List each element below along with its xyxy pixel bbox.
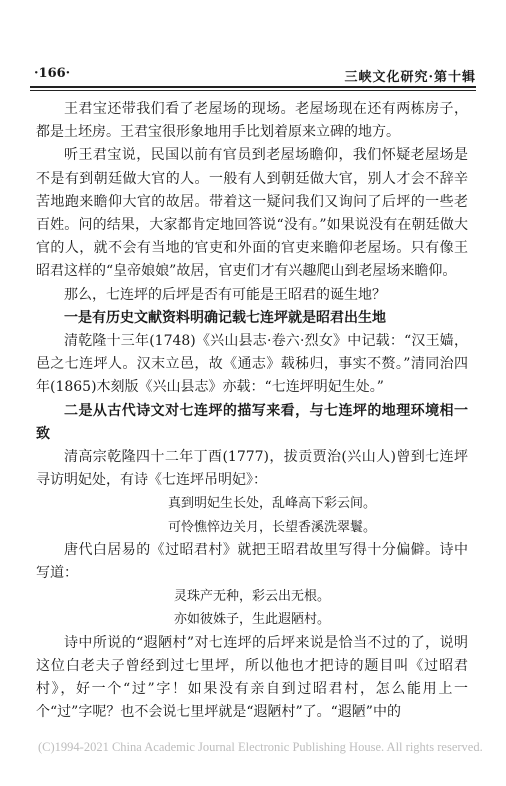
paragraph: 唐代白居易的《过昭君村》就把王昭君故里写得十分偏僻。诗中写道：: [36, 541, 468, 582]
journal-title: 三峡文化研究·第十辑: [344, 70, 476, 85]
paragraph: 清乾隆十三年(1748)《兴山县志·卷六·烈女》中记载：“汉王嫱，邑之七连坪人。汉末立邑，故《通志》载秭归，事实不赘。”清同治四年(1865)木刻版《兴山县志》亦载：“七连坪明妃生处。”: [36, 333, 468, 396]
paragraph: 王君宝还带我们看了老屋场的现场。老屋场现在还有两栋房子，都是土坯房。王君宝很形象地用手比划着原来立碑的地方。: [36, 101, 468, 141]
paragraph: 诗中所说的“遐陋村”对七连坪的后坪来说是恰当不过的了，说明这位白老夫子曾经到过七里坪，所以他也才把诗的题目叫《过昭君村》，好一个“过”字！如果没有亲自到过昭君村，怎么能用上一个“过”字呢？也不会说七里坪就是“遐陋村”了。“遐陋”中的: [36, 634, 468, 721]
page-header: [30, 66, 476, 88]
paragraph: 清高宗乾隆四十二年丁酉(1777)，拔贡贾治(兴山人)曾到七连坪寻访明妃处，有诗《七连坪吊明妃》：: [36, 449, 468, 489]
header-rule: [30, 86, 476, 88]
page-number: ·166·: [34, 66, 71, 81]
poem-line: 灵珠产无种，彩云出无根。: [173, 589, 330, 605]
poem-line: 真到明妃生长处，乱峰高下彩云间。: [167, 496, 376, 512]
poem-line: 可怜憔悴边关月，长望香溪洗翠鬟。: [167, 519, 376, 535]
article-body: [36, 98, 468, 724]
header-rule-thin: [30, 90, 476, 91]
section-heading: 二是从古代诗文对七连坪的描写来看，与七连坪的地理环境相一致: [36, 402, 468, 442]
paragraph: 那么，七连坪的后坪是否有可能是王昭君的诞生地？: [64, 286, 386, 303]
section-heading: 一是有历史文献资料明确记载七连坪就是昭君出生地: [64, 309, 386, 326]
poem-line: 亦如彼姝子，生此遐陋村。: [173, 612, 330, 628]
copyright-watermark: (C)1994-2021 China Academic Journal Electronic Publishing House. All rights reserved.: [38, 740, 483, 754]
paragraph: 听王君宝说，民国以前有官员到老屋场瞻仰，我们怀疑老屋场是不是有到朝廷做大官的人。一般有人到朝廷做大官，别人才会不辞辛苦地跑来瞻仰大官的故居。带着这一疑问我们又询问了后坪的一些老百姓。问的结果，大家都肯定地回答说“没有。”如果说没有在朝廷做大官的人，就不会有当地的官吏和外面的官吏来瞻仰老屋场。只有像王昭君这样的“皇帝娘娘”故居，官吏们才有兴趣爬山到老屋场来瞻仰。: [36, 147, 468, 280]
